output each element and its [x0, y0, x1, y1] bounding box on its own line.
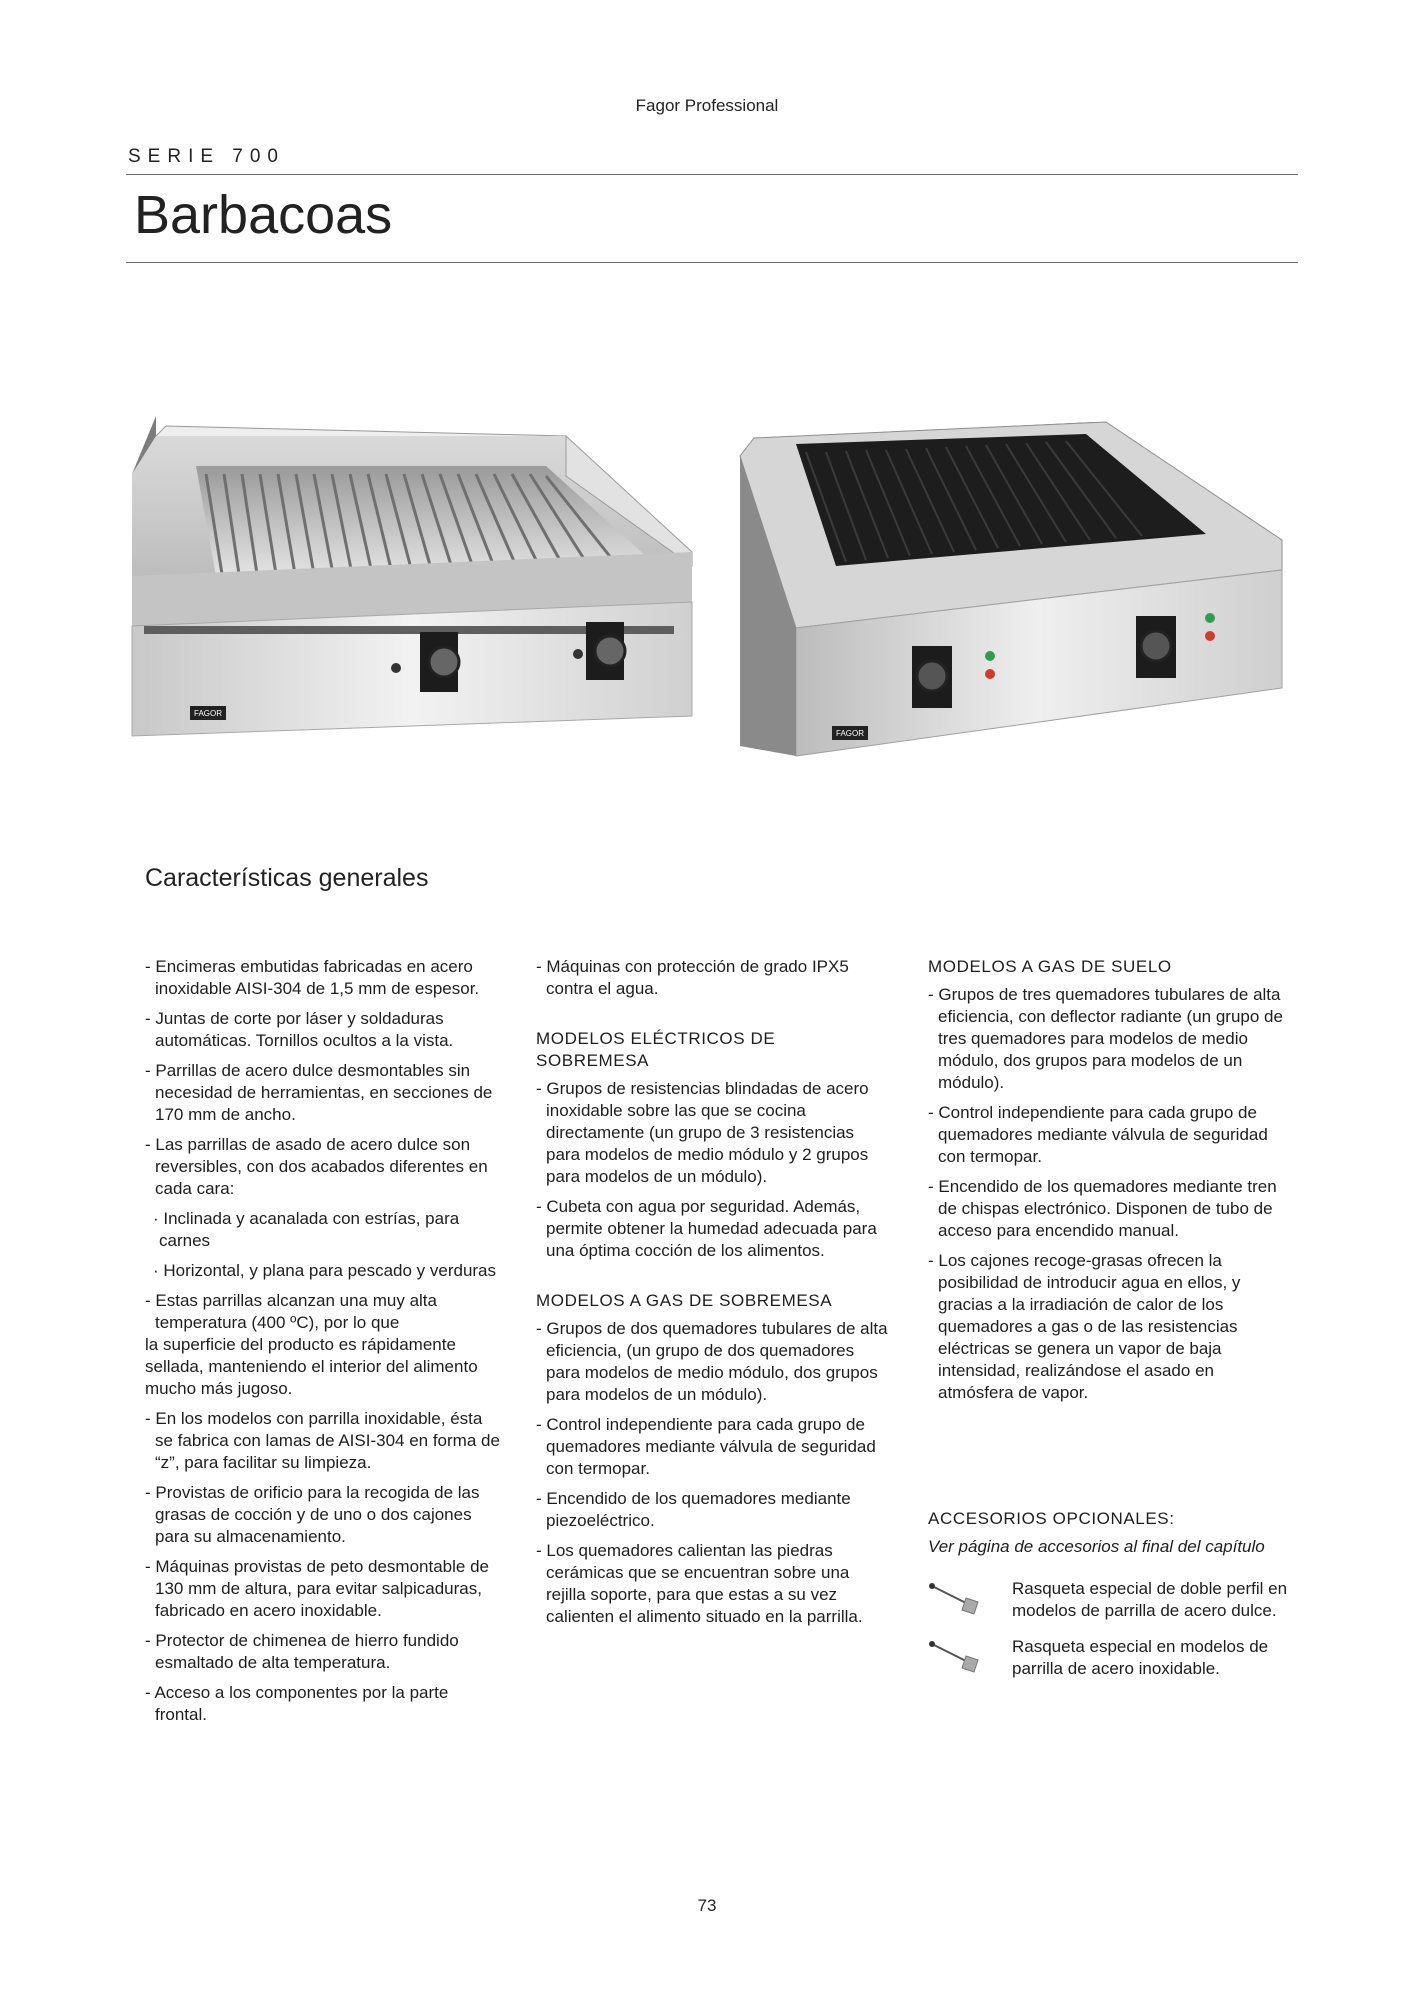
feature-item: - Los quemadores calientan las piedras cerámicas que se encuentran sobre una rejilla soporte, para que estas a su vez calienten el alimento situado en la parrilla. [536, 1541, 863, 1626]
feature-item: - Control independiente para cada grupo de quemadores mediante válvula de seguridad con termopar. [928, 1103, 1268, 1166]
fagor-logo-text: FAGOR [194, 709, 223, 718]
feature-item: - Estas parrillas alcanzan una muy alta temperatura (400 ºC), por lo que [145, 1291, 437, 1332]
column-table-models [536, 956, 892, 1636]
accessories-heading: ACCESORIOS OPCIONALES: [928, 1509, 1175, 1528]
accessory-label: Rasqueta especial de doble perfil en modelos de parrilla de acero dulce. [1012, 1579, 1288, 1620]
page-number: 73 [697, 1896, 717, 1915]
title-rule [126, 262, 1298, 263]
accessory-item [928, 1578, 1288, 1622]
feature-item: - Encendido de los quemadores mediante piezoeléctrico. [536, 1489, 851, 1530]
electric-barbecue-image [126, 326, 706, 796]
feature-item: - Cubeta con agua por seguridad. Además, permite obtener la humedad adecuada para una óptima cocción de los alimentos. [536, 1197, 877, 1260]
feature-item: - Encendido de los quemadores mediante tren de chispas electrónico. Disponen de tubo de acceso para encendido manual. [928, 1177, 1277, 1240]
feature-item: - Máquinas con protección de grado IPX5 contra el agua. [536, 957, 849, 998]
feature-item: - Encimeras embutidas fabricadas en acero inoxidable AISI-304 de 1,5 mm de espesor. [145, 957, 480, 998]
column-floor-models [928, 956, 1288, 1412]
feature-item: - Grupos de tres quemadores tubulares de alta eficiencia, con deflector radiante (un grupo de tres quemadores para modelos de medio módulo, dos grupos para modelos de un módulo). [928, 985, 1283, 1092]
feature-item: - Protector de chimenea de hierro fundido esmaltado de alta temperatura. [145, 1631, 459, 1672]
scraper-icon [928, 1578, 988, 1618]
gas-table-models-heading: MODELOS A GAS DE SOBREMESA [536, 1291, 833, 1310]
accessory-item [928, 1636, 1288, 1680]
feature-item: - Máquinas provistas de peto desmontable de 130 mm de altura, para evitar salpicaduras, fabricado en acero inoxidable. [145, 1557, 489, 1620]
top-rule [126, 174, 1298, 175]
electric-models-heading: MODELOS ELÉCTRICOS DE SOBREMESA [536, 1029, 776, 1070]
feature-item: - Grupos de resistencias blindadas de acero inoxidable sobre las que se cocina directamente (un grupo de 3 resistencias para modelos de medio módulo y 2 grupos para modelos de un módulo). [536, 1079, 869, 1186]
feature-item: - Los cajones recoge-grasas ofrecen la posibilidad de introducir agua en ellos, y gracias a la irradiación de calor de los quemadores a gas o de las resistencias eléctricas se genera un vapor de baja intensidad, realizándose el asado en atmósfera de vapor. [928, 1251, 1241, 1402]
fagor-logo-text: FAGOR [836, 729, 865, 738]
feature-item: - Provistas de orificio para la recogida de las grasas de cocción y de uno o dos cajones para su almacenamiento. [145, 1483, 480, 1546]
accessory-label: Rasqueta especial en modelos de parrilla de acero inoxidable. [1012, 1637, 1269, 1678]
page-title: Barbacoas [134, 185, 393, 245]
series-label: SERIE 700 [128, 146, 285, 167]
accessories-note: Ver página de accesorios al final del capítulo [928, 1537, 1265, 1556]
brand-header: Fagor Professional [635, 96, 779, 115]
gas-floor-models-heading: MODELOS A GAS DE SUELO [928, 957, 1172, 976]
gas-barbecue-image [736, 326, 1306, 796]
feature-item: - Acceso a los componentes por la parte frontal. [145, 1683, 449, 1724]
feature-item: - Control independiente para cada grupo de quemadores mediante válvula de seguridad con termopar. [536, 1415, 876, 1478]
column-general-features [145, 956, 505, 1734]
feature-subitem: · Inclinada y acanalada con estrías, para carnes [153, 1209, 460, 1250]
feature-item: - Parrillas de acero dulce desmontables sin necesidad de herramientas, en secciones de 170 mm de ancho. [145, 1061, 493, 1124]
feature-item: - Juntas de corte por láser y soldaduras automáticas. Tornillos ocultos a la vista. [145, 1009, 454, 1050]
feature-item: - Grupos de dos quemadores tubulares de alta eficiencia, (un grupo de dos quemadores para modelos de medio módulo, dos grupos para modelos de un módulo). [536, 1319, 888, 1404]
accessories-block [928, 1508, 1288, 1694]
feature-subitem: · Horizontal, y plana para pescado y verduras [153, 1261, 497, 1280]
feature-item: - Las parrillas de asado de acero dulce son reversibles, con dos acabados diferentes en cada cara: [145, 1135, 488, 1198]
scraper-icon [928, 1636, 988, 1676]
section-title: Características generales [145, 864, 429, 892]
feature-item: - En los modelos con parrilla inoxidable, ésta se fabrica con lamas de AISI-304 en forma de “z”, para facilitar su limpieza. [145, 1409, 500, 1472]
feature-item-continuation: la superficie del producto es rápidamente sellada, manteniendo el interior del alimento mucho más jugoso. [145, 1335, 478, 1398]
